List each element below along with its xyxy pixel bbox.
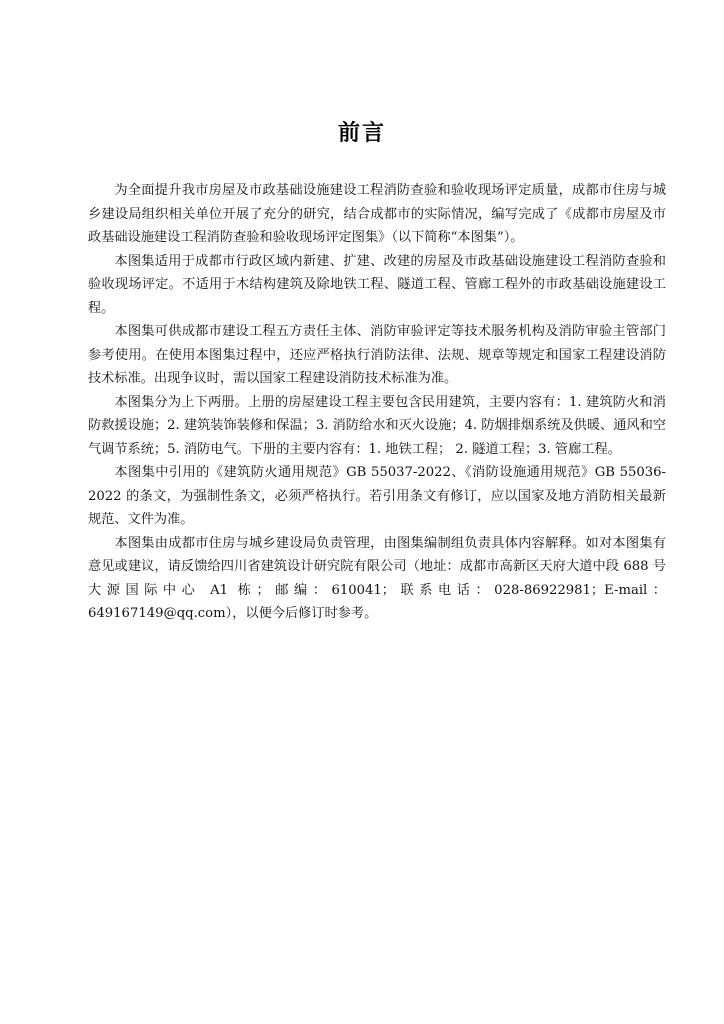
paragraph-contact: 本图集由成都市住房与城乡建设局负责管理，由图集编制组负责具体内容解释。如对本图集有意见或建议，请反馈给四川省建筑设计研究院有限公司（地址：成都市高新区天府大道中段 688 号大源国际中心 A1 栋；邮编：610041；联系电话：028-86922981；E-mail：649167149@qq.com），以便今后修订时参考。	[88, 535, 666, 621]
paragraph-standards: 本图集中引用的《建筑防火通用规范》GB 55037-2022、《消防设施通用规范》GB 55036-2022 的条文，为强制性条文，必须严格执行。若引用条文有修订，应以国家及地方消防相关最新规范、文件为准。	[88, 465, 666, 527]
paragraph-volumes: 本图集分为上下两册。上册的房屋建设工程主要包含民用建筑，主要内容有：1. 建筑防火和消防救援设施；2. 建筑装饰装修和保温；3. 消防给水和灭火设施；4. 防烟排烟系统及供暖、通风和空气调节系统；5. 消防电气。下册的主要内容有：1. 地铁工程； 2. 隧道工程；3. 管廊工程。	[88, 394, 666, 457]
page-title: 前言	[337, 121, 386, 146]
paragraph-scope: 本图集适用于成都市行政区域内新建、扩建、改建的房屋及市政基础设施建设工程消防查验和验收现场评定。不适用于木结构建筑及除地铁工程、隧道工程、管廊工程外的市政基础设施建设工程。	[88, 253, 666, 316]
paragraph-purpose: 为全面提升我市房屋及市政基础设施建设工程消防查验和验收现场评定质量，成都市住房与城乡建设局组织相关单位开展了充分的研究，结合成都市的实际情况，编写完成了《成都市房屋及市政基础设施建设工程消防查验和验收现场评定图集》（以下简称“本图集”）。	[88, 183, 666, 245]
paragraph-audience: 本图集可供成都市建设工程五方责任主体、消防审验评定等技术服务机构及消防审验主管部门参考使用。在使用本图集过程中，还应严格执行消防法律、法规、规章等规定和国家工程建设消防技术标准。出现争议时，需以国家工程建设消防技术标准为准。	[88, 324, 666, 386]
preface-body	[88, 179, 666, 626]
